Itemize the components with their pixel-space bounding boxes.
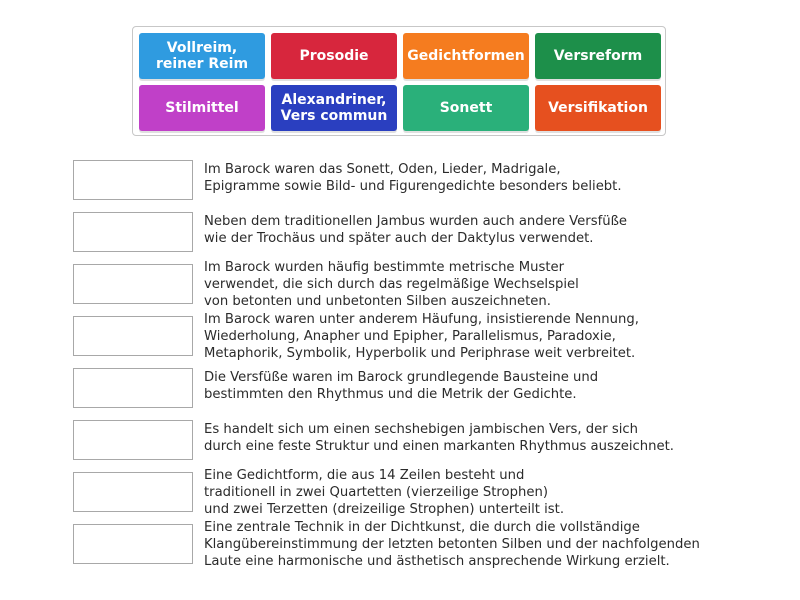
- tile-vollreim[interactable]: Vollreim, reiner Reim: [139, 33, 265, 79]
- clue-text: Es handelt sich um einen sechshebigen jambischen Vers, der sich durch eine feste Struktur und einen markanten Rhythmus auszeichnet.: [204, 422, 674, 454]
- tile-prosodie[interactable]: Prosodie: [271, 33, 397, 79]
- tile-gedichtformen[interactable]: Gedichtformen: [403, 33, 529, 79]
- drop-zone[interactable]: [73, 524, 193, 564]
- drop-zone[interactable]: [73, 212, 193, 252]
- match-row: [73, 420, 773, 460]
- clue-text: Im Barock waren das Sonett, Oden, Lieder, Madrigale, Epigramme sowie Bild- und Figurengedichte besonders beliebt.: [204, 162, 622, 194]
- drop-zone[interactable]: [73, 264, 193, 304]
- clue-text: Im Barock wurden häufig bestimmte metrische Muster verwendet, die sich durch das regelmäßige Wechselspiel von betonten und unbetonten Silben auszeichneten.: [204, 260, 579, 309]
- clue-text: Eine Gedichtform, die aus 14 Zeilen besteht und traditionell in zwei Quartetten (vierzeilige Strophen) und zwei Terzetten (dreizeilige Strophen) unterteilt ist.: [204, 468, 565, 517]
- drop-zone[interactable]: [73, 160, 193, 200]
- drop-zone[interactable]: [73, 472, 193, 512]
- clue-text: Neben dem traditionellen Jambus wurden auch andere Versfüße wie der Trochäus und später auch der Daktylus verwendet.: [204, 214, 628, 246]
- tile-alexandriner[interactable]: Alexandriner, Vers commun: [271, 85, 397, 131]
- match-row: [73, 520, 773, 569]
- match-row: [73, 160, 773, 200]
- clue-text: Die Versfüße waren im Barock grundlegende Bausteine und bestimmten den Rhythmus und die Metrik der Gedichte.: [204, 370, 599, 402]
- tile-versifikation[interactable]: Versifikation: [535, 85, 661, 131]
- tile-bank: [132, 26, 666, 136]
- match-row: [73, 468, 773, 517]
- tile-versreform[interactable]: Versreform: [535, 33, 661, 79]
- drop-zone[interactable]: [73, 368, 193, 408]
- match-row: [73, 312, 773, 361]
- drop-zone[interactable]: [73, 316, 193, 356]
- drop-zone[interactable]: [73, 420, 193, 460]
- match-row: [73, 368, 773, 408]
- tile-sonett[interactable]: Sonett: [403, 85, 529, 131]
- match-row: [73, 260, 773, 309]
- match-row: [73, 212, 773, 252]
- clue-text: Im Barock waren unter anderem Häufung, insistierende Nennung, Wiederholung, Anapher und Epipher, Parallelismus, Paradoxie, Metaphorik, Symbolik, Hyperbolik und Periphrase weit verbreitet.: [204, 312, 639, 361]
- clue-text: Eine zentrale Technik in der Dichtkunst, die durch die vollständige Klangübereinstimmung der letzten betonten Silben und der nachfolgenden Laute eine harmonische und ästhetisch ansprechende Wirkung erzielt.: [204, 520, 700, 569]
- tile-stilmittel[interactable]: Stilmittel: [139, 85, 265, 131]
